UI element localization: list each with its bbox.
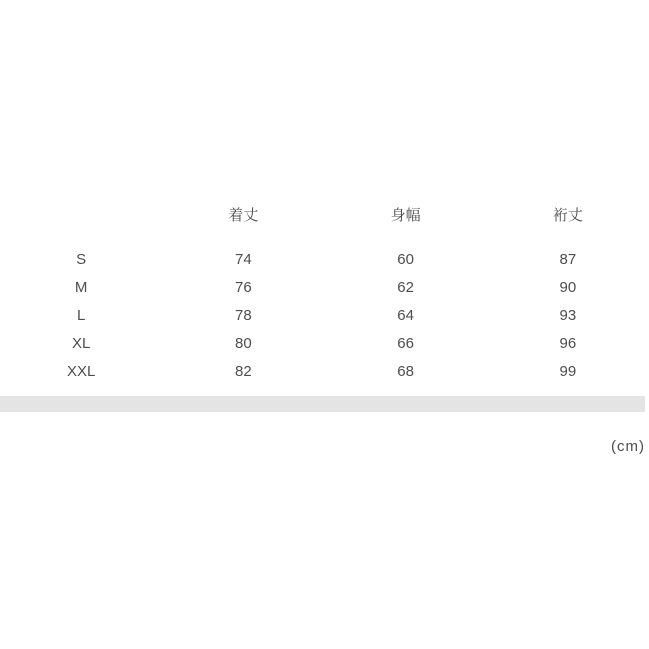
measurement-value: 62 — [397, 278, 414, 296]
size-label: L — [76, 306, 86, 324]
measurement-value: 80 — [235, 334, 252, 352]
header-row — [0, 200, 649, 245]
size-label: M — [74, 278, 88, 296]
size-chart-table — [0, 200, 649, 385]
size-label: XL — [71, 334, 91, 352]
measurement-value: 87 — [559, 250, 577, 268]
table-row — [0, 301, 649, 329]
table-row — [0, 245, 649, 273]
measurement-value: 64 — [397, 306, 414, 324]
measurement-value: 68 — [397, 362, 414, 380]
col-header-body-length: 着丈 — [228, 206, 259, 224]
table-row — [0, 273, 649, 301]
measurement-value: 93 — [559, 306, 577, 324]
measurement-value: 78 — [235, 306, 252, 324]
divider-bar — [0, 396, 645, 412]
table-row — [0, 329, 649, 357]
size-label: XXL — [66, 362, 96, 380]
col-header-size — [0, 200, 162, 245]
size-label: S — [76, 250, 87, 268]
measurement-value: 66 — [397, 334, 414, 352]
measurement-value: 82 — [235, 362, 252, 380]
table-row — [0, 357, 649, 385]
measurement-value: 99 — [559, 362, 577, 380]
col-header-sleeve-length: 裄丈 — [552, 206, 583, 224]
measurement-value: 90 — [559, 278, 577, 296]
measurement-value: 74 — [235, 250, 252, 268]
measurement-value: 76 — [235, 278, 252, 296]
measurement-value: 96 — [559, 334, 577, 352]
size-table-head — [0, 200, 649, 245]
size-table-body — [0, 245, 649, 385]
col-header-body-width: 身幅 — [390, 206, 421, 224]
unit-label: (cm) — [611, 438, 645, 455]
measurement-value: 60 — [397, 250, 414, 268]
